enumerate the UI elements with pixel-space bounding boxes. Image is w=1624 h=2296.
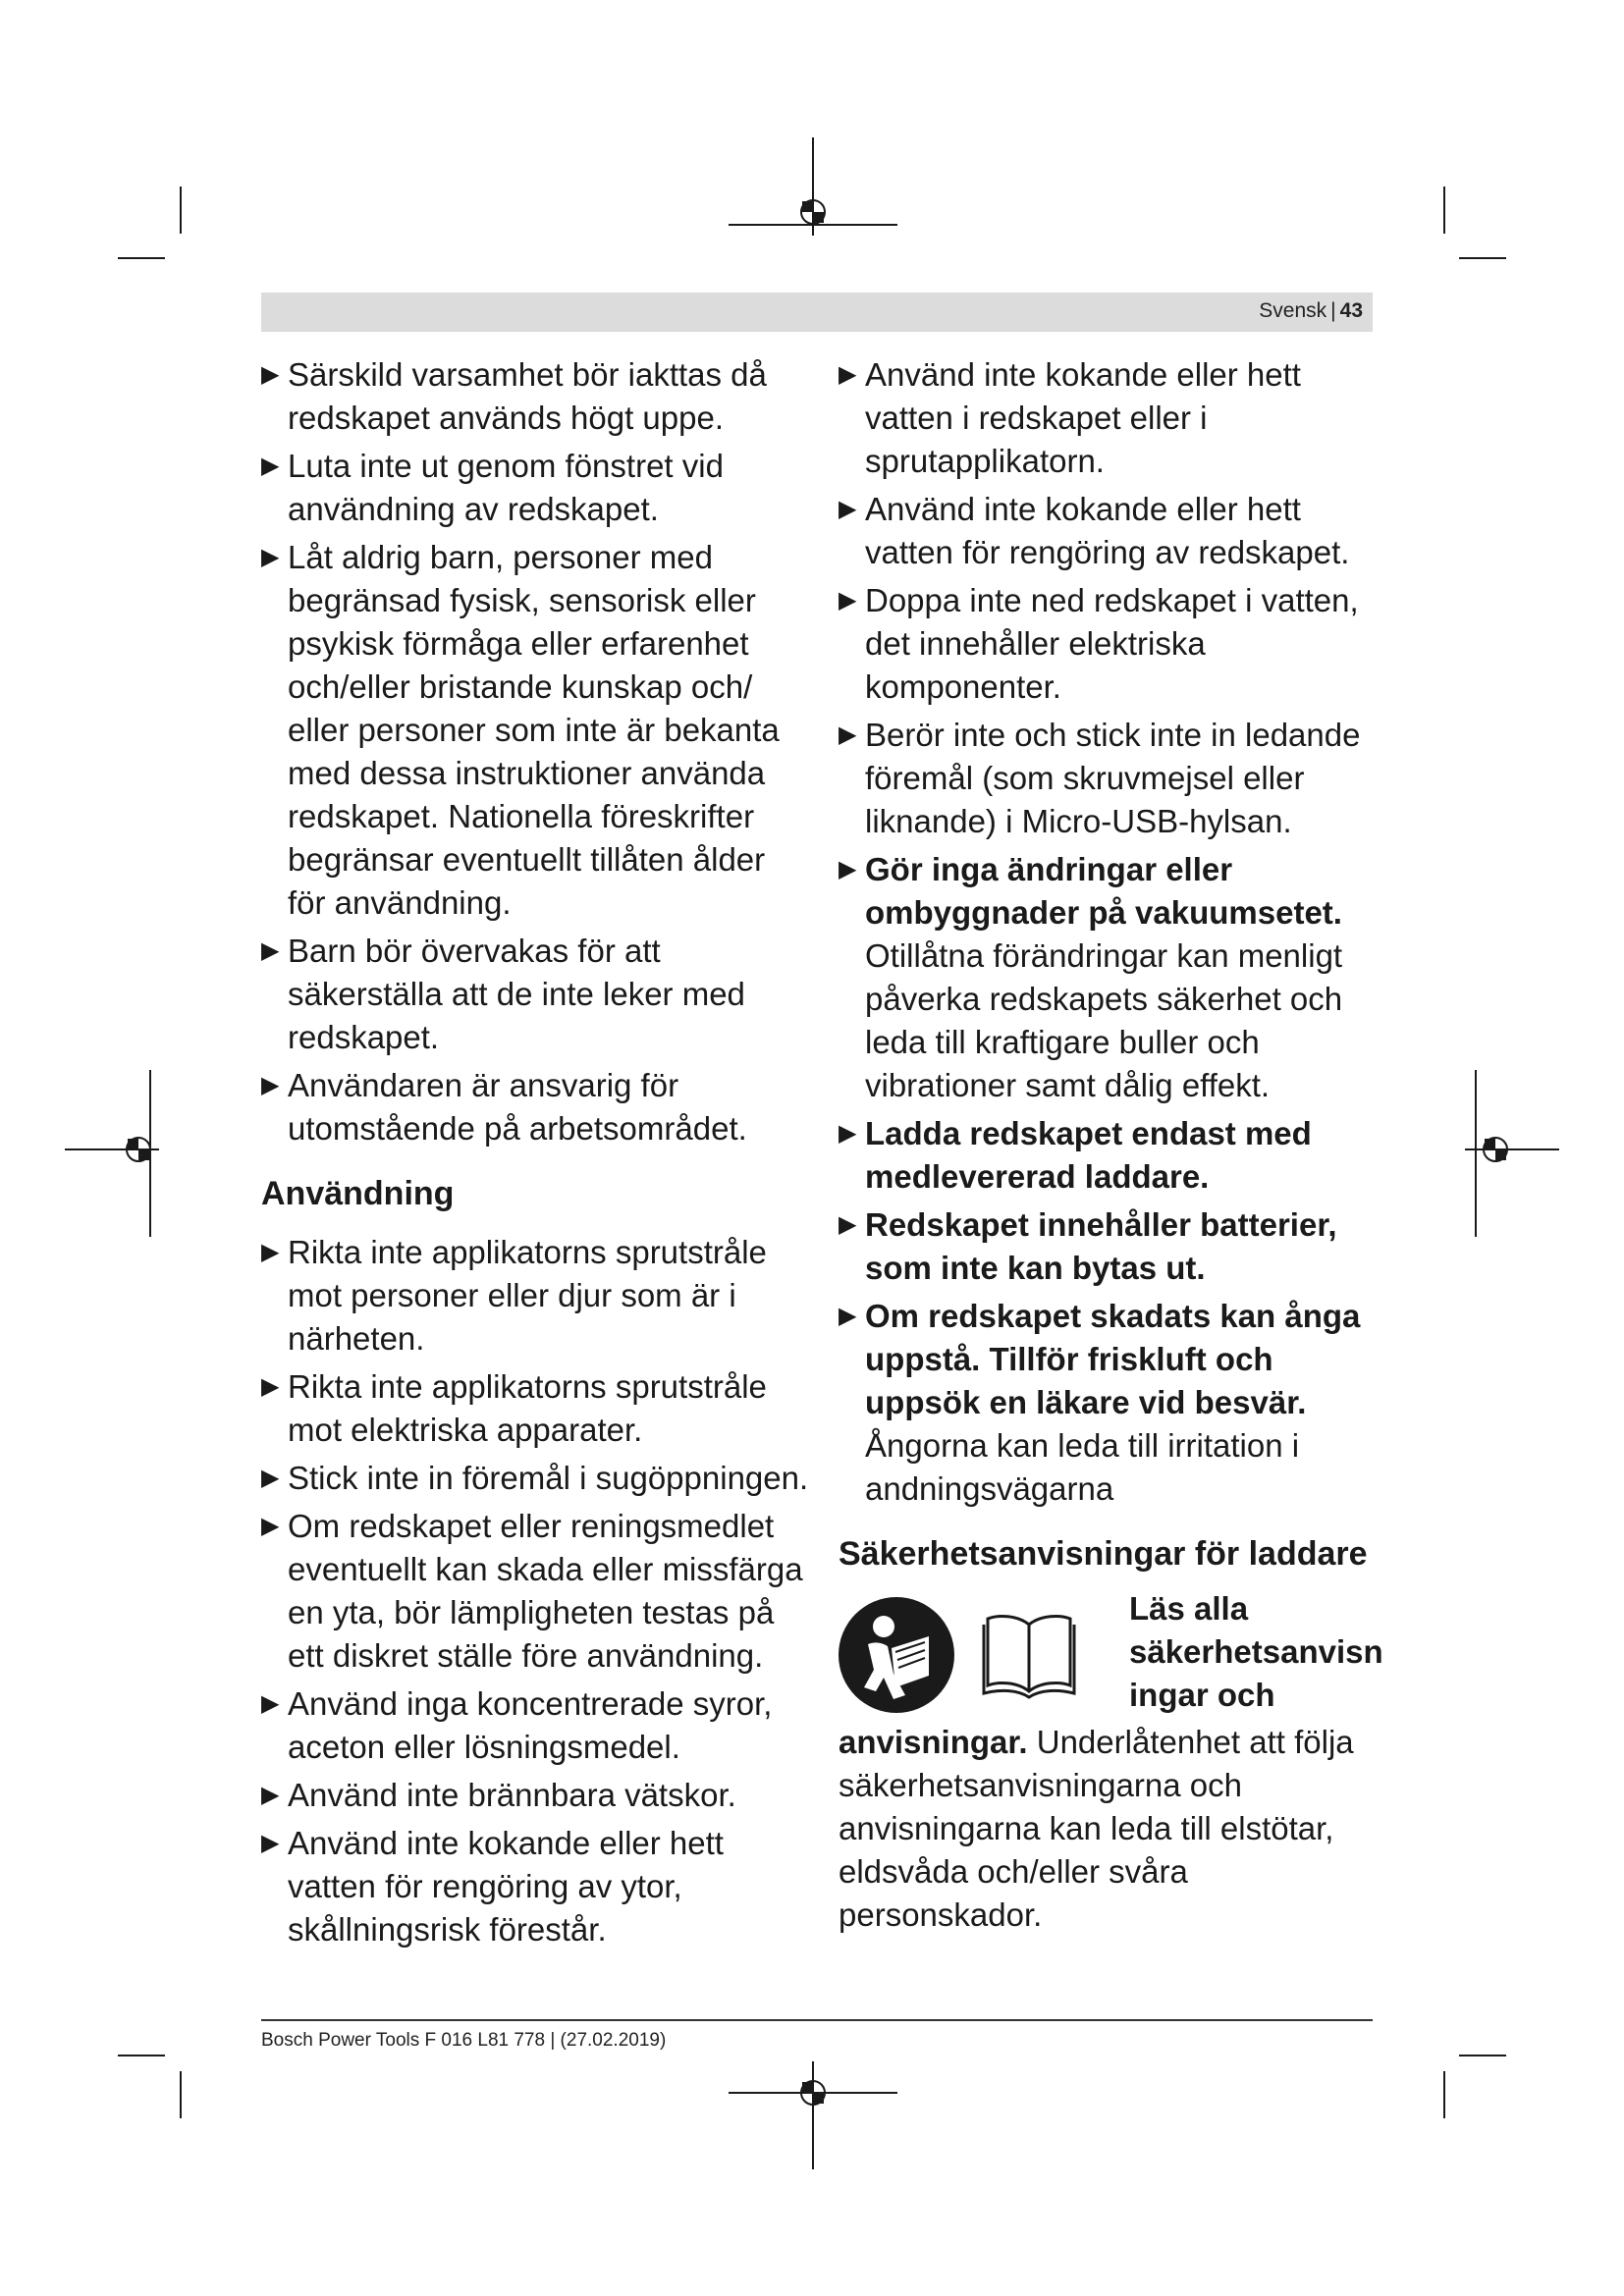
list-item-text: Låt aldrig barn, personer med begränsad fysisk, sensorisk eller psykisk förmåga eller erfarenhet och/eller bristande kunskap och/ eller personer som inte är bekanta med dessa instruktioner använda redskapet. Nationella föreskrifter begränsar eventuellt tillåten ålder för användning.	[288, 539, 780, 921]
list-item-text: Ångorna kan leda till irritation i andningsvägarna	[865, 1427, 1300, 1507]
registration-target-icon	[1483, 1137, 1508, 1162]
header-language: Svensk	[1259, 299, 1327, 322]
list-item-text: Doppa inte ned redskapet i vatten, det innehåller elektriska komponenter.	[865, 582, 1359, 705]
list-item-text: Rikta inte applikatorns sprutstråle mot personer eller djur som är i närheten.	[288, 1234, 767, 1357]
list-item-text: Om redskapet eller reningsmedlet eventuellt kan skada eller missfärga en yta, bör lämpligheten testas på ett diskret ställe före användning.	[288, 1508, 803, 1674]
list-item	[261, 353, 811, 440]
list-item	[839, 848, 1377, 1107]
bullet-arrow-icon: ▶	[839, 856, 857, 882]
crop-mark	[1443, 187, 1445, 234]
list-item-text: Använd inte kokande eller hett vatten för rengöring av ytor, skållningsrisk förestår.	[288, 1825, 724, 1948]
bullet-arrow-icon: ▶	[261, 1690, 280, 1717]
list-item	[261, 1231, 811, 1361]
registration-target-icon	[126, 1137, 151, 1162]
bullet-arrow-icon: ▶	[261, 1830, 280, 1856]
list-item-text: Berör inte och stick inte in ledande föremål (som skruvmejsel eller liknande) i Micro-USB-hylsan.	[865, 717, 1361, 839]
safety-list-general	[261, 353, 811, 1150]
bullet-arrow-icon: ▶	[839, 361, 857, 388]
list-item	[261, 1064, 811, 1150]
left-column	[261, 353, 811, 1956]
list-item	[839, 579, 1377, 709]
section-heading-usage: Användning	[261, 1175, 455, 1212]
registration-line	[1475, 1070, 1477, 1237]
crop-mark	[180, 2071, 182, 2118]
section-heading-charger: Säkerhetsanvisningar för laddare	[839, 1535, 1368, 1573]
list-item-text: Använd inte brännbara vätskor.	[288, 1777, 736, 1813]
list-item	[261, 1822, 811, 1951]
bullet-arrow-icon: ▶	[839, 496, 857, 522]
safety-list-right	[839, 353, 1377, 1511]
bullet-arrow-icon: ▶	[839, 1120, 857, 1147]
list-item	[839, 488, 1377, 574]
read-all-paragraph	[839, 1721, 1377, 1937]
page-header	[261, 293, 1373, 332]
header-separator: |	[1330, 299, 1336, 322]
bullet-arrow-icon: ▶	[261, 361, 280, 388]
registration-target-icon	[800, 2080, 826, 2106]
list-item-text: Använd inte kokande eller hett vatten i redskapet eller i sprutapplikatorn.	[865, 356, 1301, 479]
header-text	[1259, 299, 1363, 323]
list-item	[261, 1365, 811, 1452]
list-item	[261, 1682, 811, 1769]
list-item	[839, 1203, 1377, 1290]
safety-list-usage	[261, 1231, 811, 1951]
bullet-arrow-icon: ▶	[261, 1782, 280, 1808]
bullet-arrow-icon: ▶	[261, 1465, 280, 1491]
list-item-text: Använd inte kokande eller hett vatten för rengöring av redskapet.	[865, 491, 1350, 570]
person-reading-icon	[839, 1597, 954, 1713]
bullet-arrow-icon: ▶	[839, 587, 857, 614]
crop-mark	[1443, 2071, 1445, 2118]
bullet-arrow-icon: ▶	[261, 937, 280, 964]
list-item-text: Användaren är ansvarig för utomstående på arbetsområdet.	[288, 1067, 747, 1147]
list-item-text: Otillåtna förändringar kan menligt påverka redskapets säkerhet och leda till kraftigare buller och vibrationer samt dålig effekt.	[865, 937, 1343, 1103]
read-all-bold: anvisningar.	[839, 1724, 1028, 1760]
list-item	[261, 1505, 811, 1678]
crop-mark	[1459, 2055, 1506, 2056]
read-all-text: Underlåtenhet att följa säkerhetsanvisningarna och anvisningarna kan leda till elstötar, eldsvåda och/eller svåra personskador.	[839, 1724, 1354, 1933]
footer-rule	[261, 2019, 1373, 2021]
read-all-heading: Läs alla säkerhetsanvisn ingar och	[1129, 1590, 1383, 1713]
bullet-arrow-icon: ▶	[261, 1072, 280, 1098]
list-item	[839, 353, 1377, 483]
footer-text: Bosch Power Tools F 016 L81 778 | (27.02.2019)	[261, 2030, 667, 2051]
page-number: 43	[1339, 299, 1363, 322]
bullet-arrow-icon: ▶	[839, 721, 857, 748]
bullet-arrow-icon: ▶	[261, 544, 280, 570]
right-column	[839, 353, 1383, 1937]
list-item-text-bold: Om redskapet skadats kan ånga uppstå. Tillför friskluft och uppsök en läkare vid besvär.	[865, 1298, 1361, 1420]
bullet-arrow-icon: ▶	[839, 1211, 857, 1238]
list-item	[839, 1112, 1377, 1199]
bullet-arrow-icon: ▶	[261, 1373, 280, 1400]
list-item	[261, 536, 811, 925]
list-item-text-bold: Redskapet innehåller batterier, som inte kan bytas ut.	[865, 1206, 1337, 1286]
safety-icons-row	[839, 1590, 1383, 1721]
list-item-text: Rikta inte applikatorns sprutstråle mot elektriska apparater.	[288, 1368, 767, 1448]
list-item-text: Stick inte in föremål i sugöppningen.	[288, 1460, 809, 1496]
list-item-text: Särskild varsamhet bör iakttas då redskapet används högt uppe.	[288, 356, 767, 436]
bullet-arrow-icon: ▶	[261, 1239, 280, 1265]
list-item	[261, 1774, 811, 1817]
bullet-arrow-icon: ▶	[839, 1303, 857, 1329]
registration-target-icon	[800, 199, 826, 225]
list-item	[261, 930, 811, 1059]
crop-mark	[1459, 257, 1506, 259]
open-book-icon	[982, 1611, 1076, 1699]
registration-line	[812, 2061, 814, 2169]
crop-mark	[180, 187, 182, 234]
list-item	[839, 714, 1377, 843]
list-item-text: Använd inga koncentrerade syror, aceton eller lösningsmedel.	[288, 1685, 773, 1765]
crop-mark	[118, 257, 165, 259]
list-item	[839, 1295, 1377, 1511]
bullet-arrow-icon: ▶	[261, 453, 280, 479]
bullet-arrow-icon: ▶	[261, 1513, 280, 1539]
list-item	[261, 445, 811, 531]
list-item	[261, 1457, 811, 1500]
list-item-text-bold: Gör inga ändringar eller ombyggnader på vakuumsetet.	[865, 851, 1342, 931]
list-item-text: Barn bör övervakas för att säkerställa att de inte leker med redskapet.	[288, 933, 745, 1055]
registration-line	[1465, 1148, 1559, 1150]
list-item-text-bold: Ladda redskapet endast med medlevererad laddare.	[865, 1115, 1312, 1195]
crop-mark	[118, 2055, 165, 2056]
list-item-text: Luta inte ut genom fönstret vid användning av redskapet.	[288, 448, 724, 527]
